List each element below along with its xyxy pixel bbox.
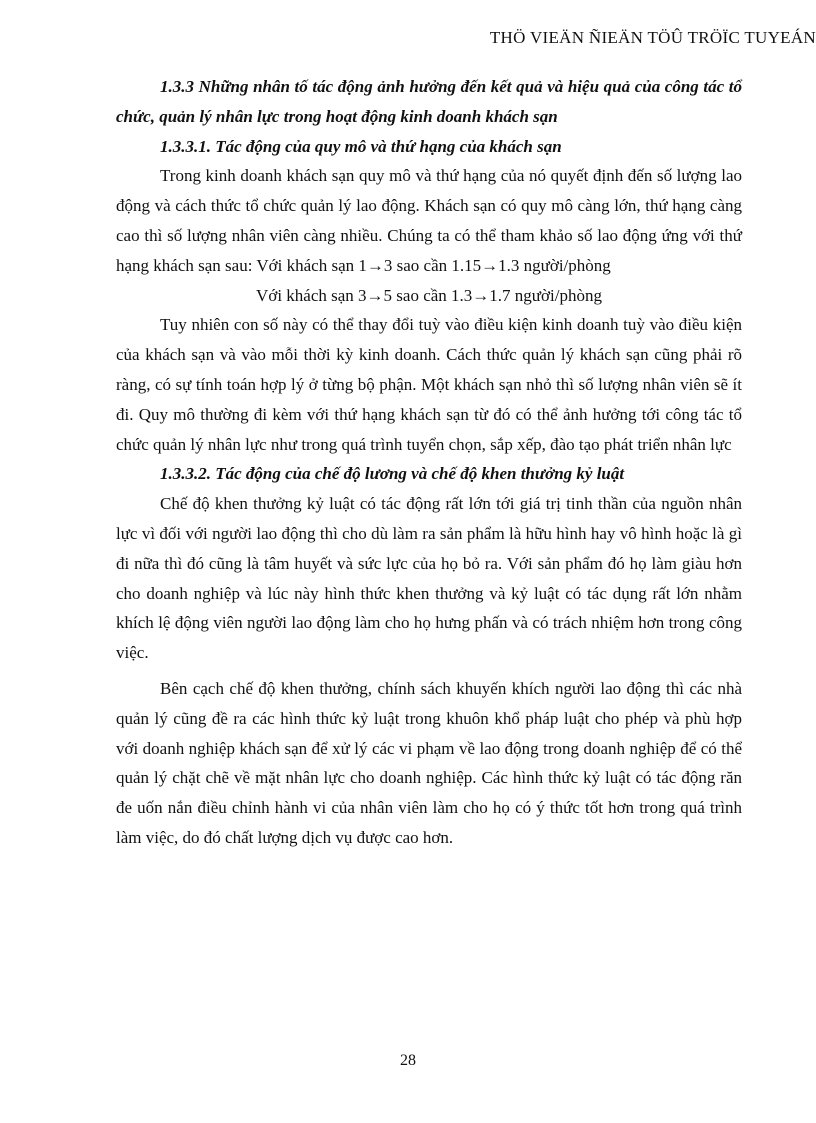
subsection-heading-1: 1.3.3.1. Tác động của quy mô và thứ hạng của khách sạn	[160, 136, 562, 156]
page-number: 28	[400, 1052, 416, 1069]
paragraph-4: Chế độ khen thưởng kỷ luật có tác động rất lớn tới giá trị tinh thần của nguồn nhân lực vì đối với người lao động thì cho dù làm ra sản phẩm là hữu hình hay vô hình hoặc là gì đi nữa thì đó cũng là tâm huyết và sức lực của họ bỏ ra. Với sản phẩm đó họ làm giàu hơn cho doanh nghiệp và lúc này hình thức khen thưởng và kỷ luật có tác dụng rất lớn nhằm khích lệ động viên người lao động làm cho họ hưng phấn và có trách nhiệm hơn trong công việc.	[116, 494, 742, 663]
paragraph-5: Bên cạch chế độ khen thưởng, chính sách khuyến khích người lao động thì các nhà quản lý cũng đề ra các hình thức kỷ luật trong khuôn khổ pháp luật cho phép và phù hợp với doanh nghiệp khách sạn để xử lý các vi phạm về lao động trong doanh nghiệp để có thể quản lý chặt chẽ về mặt nhân lực cho doanh nghiệp. Các hình thức kỷ luật có tác động răn đe uốn nắn điều chỉnh hành vi của nhân viên làm cho họ có ý thức tốt hơn trong quá trình làm việc, do đó chất lượng dịch vụ được cao hơn.	[116, 678, 742, 847]
paragraph-3: Tuy nhiên con số này có thể thay đổi tuỳ vào điều kiện kinh doanh tuỳ vào điều kiện của khách sạn và vào mỗi thời kỳ kinh doanh. Cách thức quản lý khách sạn cũng phải rõ ràng, có sự tính toán hợp lý ở từng bộ phận. Một khách sạn nhỏ thì số lượng nhân viên sẽ ít đi. Quy mô thường đi kèm với thứ hạng khách sạn từ đó có thể ảnh hưởng tới công tác tổ chức quản lý nhân lực như trong quá trình tuyển chọn, sắp xếp, đào tạo phát triển nhân lực	[116, 315, 742, 454]
paragraph-1: Trong kinh doanh khách sạn quy mô và thứ hạng của nó quyết định đến số lượng lao động và cách thức tổ chức quản lý lao động. Khách sạn có quy mô càng lớn, thứ hạng càng cao thì số lượng nhân viên càng nhiều. Chúng ta có thể tham khảo số lao động ứng với thứ hạng khách sạn sau: Với khách sạn 1→3 sao cần 1.15→1.3 người/phòng	[116, 166, 742, 275]
page-header: THÖ VIEÄN ÑIEÄN TÖÛ TRÖÏC TUYEÁN	[489, 28, 816, 47]
paragraph-2: Với khách sạn 3→5 sao cần 1.3→1.7 người/phòng	[256, 285, 602, 305]
subsection-heading-2: 1.3.3.2. Tác động của chế độ lương và chế độ khen thưởng kỷ luật	[160, 464, 625, 484]
section-heading: 1.3.3 Những nhân tố tác động ảnh hưởng đến kết quả và hiệu quả của công tác tổ chức, quản lý nhân lực trong hoạt động kinh doanh khách sạn	[116, 77, 742, 126]
document-body	[116, 72, 742, 853]
